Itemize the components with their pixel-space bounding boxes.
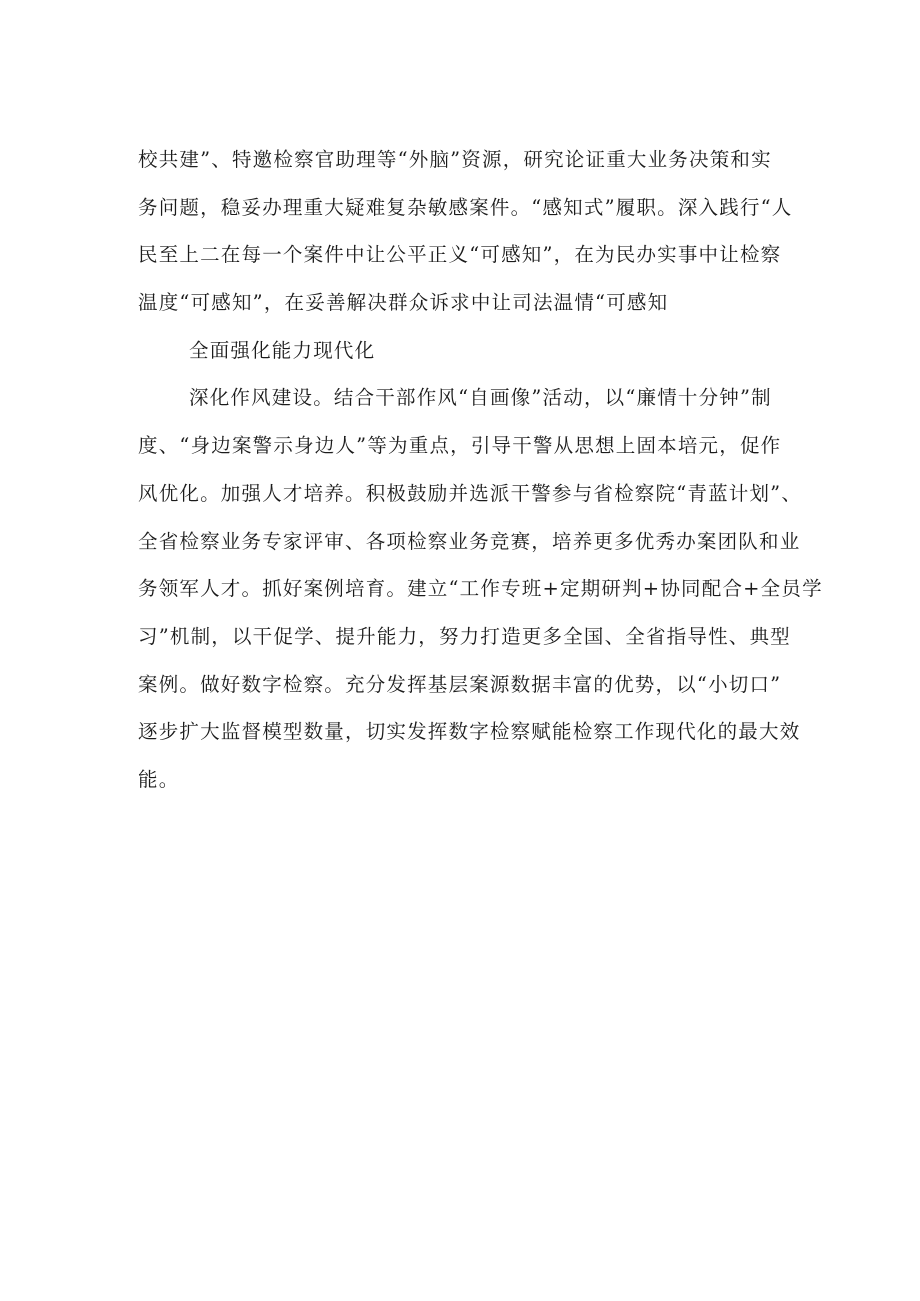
- paragraph-continuation: [138, 136, 818, 327]
- section-heading: 全面强化能力现代化: [189, 338, 376, 362]
- text-line: 逐步扩大监督模型数量，切实发挥数字检察赋能检察工作现代化的最大效: [138, 720, 801, 744]
- text-line: 温度“可感知”，在妥善解决群众诉求中让司法温情“可感知: [138, 291, 669, 315]
- document-body: [138, 136, 823, 804]
- text-line: 务问题，稳妥办理重大疑难复杂敏感案件。“感知式”履职。深入践行“人: [138, 195, 793, 219]
- text-line: 案例。做好数字检察。充分发挥基层案源数据丰富的优势，以“小切口”: [138, 672, 782, 696]
- text-line: 民至上二在每一个案件中让公平正义“可感知”，在为民办实事中让检察: [138, 243, 782, 267]
- text-line: 能。: [138, 767, 180, 791]
- text-line: 全省检察业务专家评审、各项检察业务竞赛，培养更多优秀办案团队和业: [138, 529, 801, 553]
- paragraph-capability: [138, 374, 823, 803]
- text-line: 深化作风建设。结合干部作风“自画像”活动，以“廉情十分钟”制: [189, 386, 772, 410]
- text-line: 风优化。加强人才培养。积极鼓励并选派干警参与省检察院“青蓝计划”、: [138, 481, 803, 505]
- text-line: 校共建”、特邀检察官助理等“外脑”资源，研究论证重大业务决策和实: [138, 148, 772, 171]
- text-line: 务领军人才。抓好案例培育。建立“工作专班+定期研判+协同配合+全员学: [138, 577, 823, 601]
- text-line: 度、“身边案警示身边人”等为重点，引导干警从思想上固本培元，促作: [138, 434, 782, 458]
- text-line: 习”机制，以干促学、提升能力，努力打造更多全国、全省指导性、典型: [138, 624, 791, 648]
